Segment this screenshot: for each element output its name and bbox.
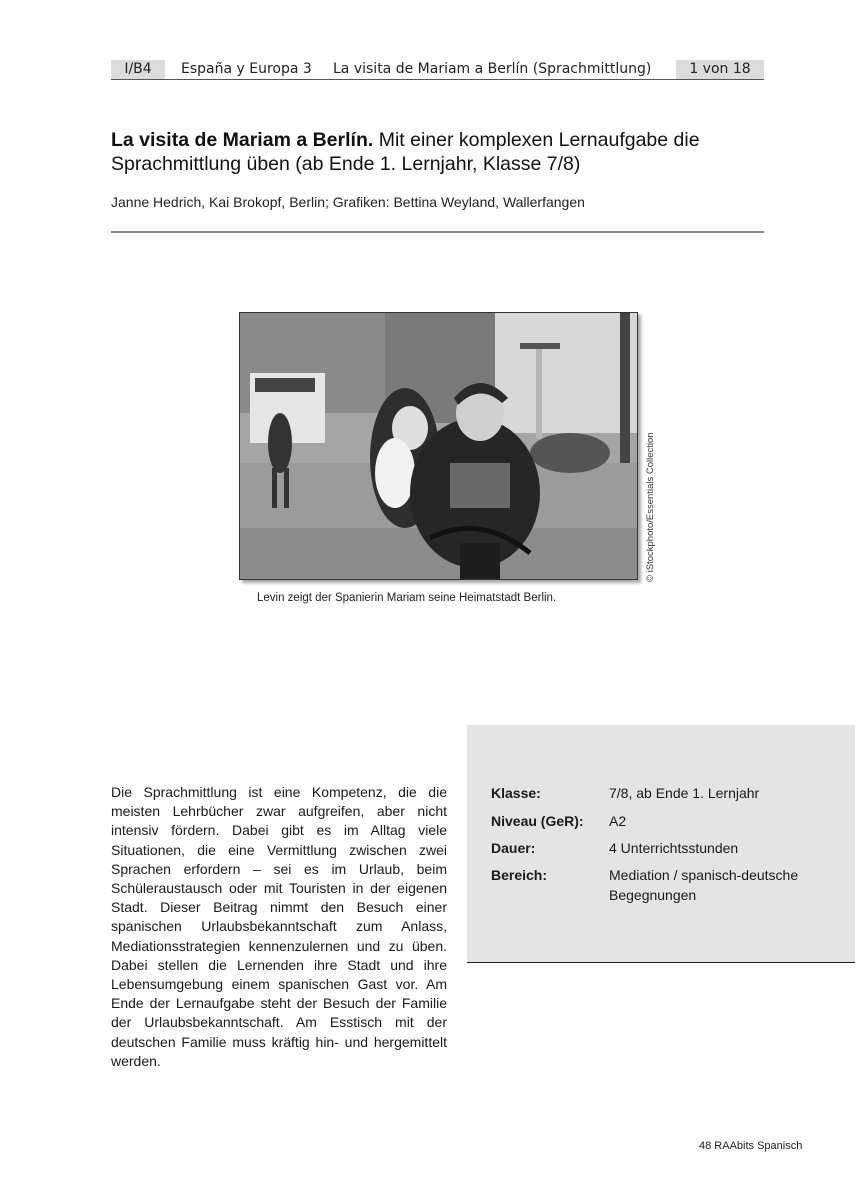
page-title [111,128,771,176]
section-code: I/B4 [111,60,165,79]
page-footer: 48 RAAbits Spanisch [699,1140,803,1152]
page-header [111,60,764,80]
info-value: 4 Unterrichtsstunden [609,840,739,856]
info-label: Dauer: [491,840,536,856]
info-value: Mediation / spanisch-deutsche Begegnungen [609,867,799,903]
title-bold: La visita de Mariam a Berlín. [111,129,374,151]
series-title: España y Europa 3 [181,61,312,77]
photo-caption: Levin zeigt der Spanierin Mariam seine Heimatstadt Berlin. [257,592,557,604]
info-value: A2 [609,813,627,829]
unit-title: La visita de Mariam a Berlín (Sprachmittlung) [333,61,652,77]
info-box [467,725,855,963]
info-label: Niveau (GeR): [491,813,584,829]
photo [239,312,638,580]
page-number: 1 von 18 [676,60,764,79]
info-value: 7/8, ab Ende 1. Lernjahr [609,785,760,801]
photo-illustration [240,313,637,579]
divider [111,231,764,233]
photo-credit: © iStockphoto/Essentials Collection [645,432,656,582]
info-label: Bereich: [491,867,548,883]
info-label: Klasse: [491,785,541,801]
title-subtitle: Mit einer komplexen Lernaufgabe die Sprachmittlung üben (ab Ende 1. Lernjahr, Klasse 7/8) [111,129,700,175]
authors-line: Janne Hedrich, Kai Brokopf, Berlin; Grafiken: Bettina Weyland, Wallerfangen [111,194,585,210]
intro-paragraph: Die Sprachmittlung ist eine Kompetenz, die die meisten Lehrbücher zwar aufgreifen, aber nicht intensiv fördern. Dabei gibt es im Alltag viele Situationen, die eine Vermittlung zwischen zwei Sprachen erfordern – sei es im Urlaub, beim Schüleraustausch oder mit Touristen in der eigenen Stadt. Dieser Beitrag nimmt den Besuch einer spanischen Urlaubsbekanntschaft zum Anlass, Mediationsstrategien kennenzulernen und zu üben. Dabei stellen die Lernenden ihre Stadt und ihre Lebensumgebung einem spanischen Gast vor. Am Ende der Lernaufgabe steht der Besuch der Familie der Urlaubsbekanntschaft. Am Esstisch mit der deutschen Familie muss kräftig hin- und hergemittelt werden. [111,784,447,1069]
